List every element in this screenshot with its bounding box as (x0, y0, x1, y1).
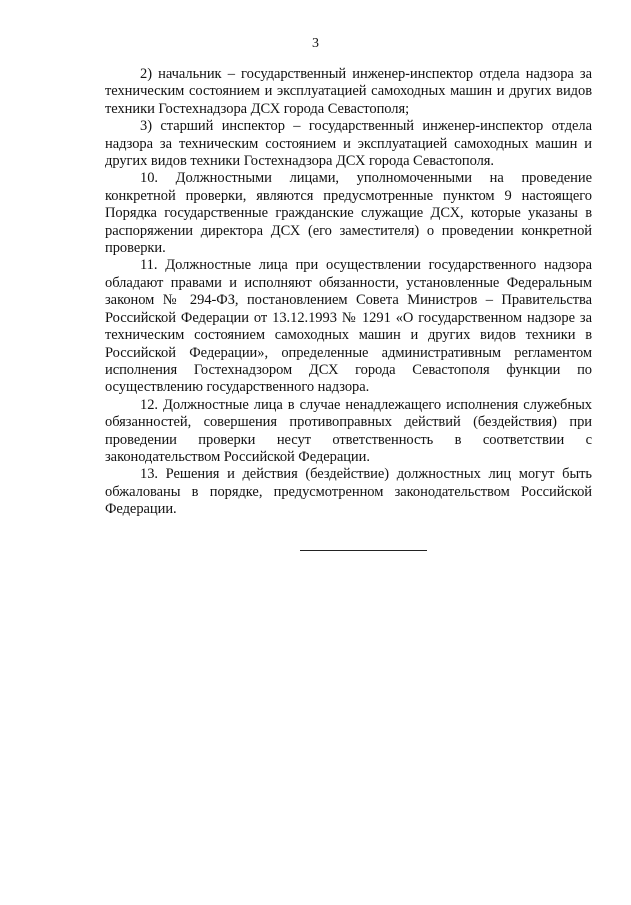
paragraph-clause-13: 13. Решения и действия (бездействие) должностных лиц могут быть обжалованы в порядке, предусмотренном законодательством Российской Федерации. (105, 466, 592, 518)
paragraph-item-2: 2) начальник – государственный инженер-инспектор отдела надзора за техническим состоянием и эксплуатацией самоходных машин и других видов техники Гостехнадзора ДСХ города Севастополя; (105, 66, 592, 117)
end-separator-line (300, 550, 427, 551)
paragraph-item-3: 3) старший инспектор – государственный инженер-инспектор отдела надзора за техническим состоянием и эксплуатацией самоходных машин и других видов техники Гостехнадзора ДСХ города Севастополя. (105, 118, 592, 170)
paragraph-clause-11: 11. Должностные лица при осуществлении государственного надзора обладают правами и исполняют обязанности, установленные Федеральным законом № 294-ФЗ, постановлением Совета Министров – Правительства Российской Федерации от 13.12.1993 № 1291 «О государственном надзоре за техническим состоянием самоходных машин и других видов техники в Российской Федерации», определенные административным регламентом исполнения Гостехнадзором ДСХ города Севастополя функции по осуществлению государственного надзора. (105, 257, 592, 396)
document-body (105, 66, 592, 519)
paragraph-clause-10: 10. Должностными лицами, уполномоченными на проведение конкретной проверки, являются предусмотренные пунктом 9 настоящего Порядка государственные гражданские служащие ДСХ, которые указаны в распоряжении директора ДСХ (его заместителя) о проведении конкретной проверки. (105, 170, 592, 257)
page-number: 3 (312, 36, 319, 51)
paragraph-clause-12: 12. Должностные лица в случае ненадлежащего исполнения служебных обязанностей, совершения противоправных действий (бездействия) при проведении проверки несут ответственность в соответствии с законодательством Российской Федерации. (105, 396, 592, 465)
